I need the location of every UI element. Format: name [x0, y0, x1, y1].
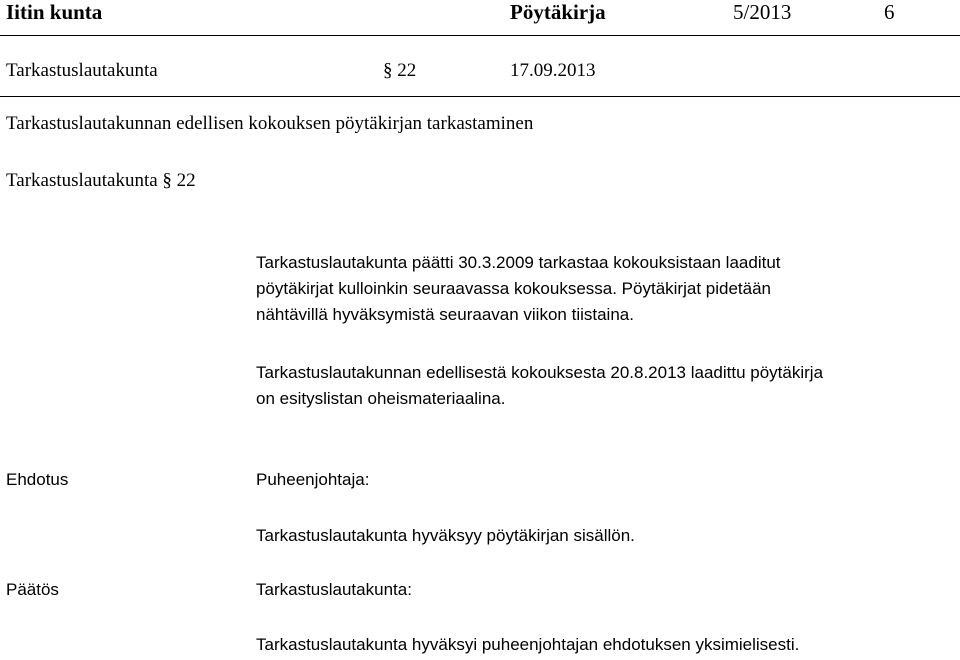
decision-text: Tarkastuslautakunta hyväksyi puheenjohtajan ehdotuksen yksimielisesti.: [256, 635, 800, 654]
body-paragraph-2: [256, 360, 823, 412]
decision-label: Päätös: [6, 580, 59, 599]
header-divider: [0, 35, 960, 36]
document-number: 5/2013: [733, 0, 792, 24]
document-type: Pöytäkirja: [510, 0, 606, 24]
page-number: 6: [884, 0, 895, 24]
decision-speaker: Tarkastuslautakunta:: [256, 580, 412, 599]
body-line: pöytäkirjat kulloinkin seuraavassa kokouksessa. Pöytäkirjat pidetään: [256, 279, 771, 298]
proposal-text: Tarkastuslautakunta hyväksyy pöytäkirjan sisällön.: [256, 526, 635, 545]
body-line: Tarkastuslautakunta päätti 30.3.2009 tarkastaa kokouksistaan laaditut: [256, 253, 781, 272]
paragraph-number: § 22: [383, 60, 417, 81]
section-divider: [0, 96, 960, 97]
item-title: Tarkastuslautakunnan edellisen kokouksen pöytäkirjan tarkastaminen: [6, 113, 534, 134]
body-paragraph-1: [256, 250, 781, 328]
item-reference: Tarkastuslautakunta § 22: [6, 170, 196, 191]
proposal-speaker: Puheenjohtaja:: [256, 470, 370, 489]
proposal-label: Ehdotus: [6, 470, 69, 489]
body-line: on esityslistan oheismateriaalina.: [256, 389, 506, 408]
municipality-name: Iitin kunta: [6, 0, 103, 24]
body-line: Tarkastuslautakunnan edellisestä kokouksesta 20.8.2013 laadittu pöytäkirja: [256, 363, 824, 382]
meeting-date: 17.09.2013: [510, 60, 596, 81]
committee-name: Tarkastuslautakunta: [6, 60, 158, 81]
body-line: nähtävillä hyväksymistä seuraavan viikon tiistaina.: [256, 305, 634, 324]
